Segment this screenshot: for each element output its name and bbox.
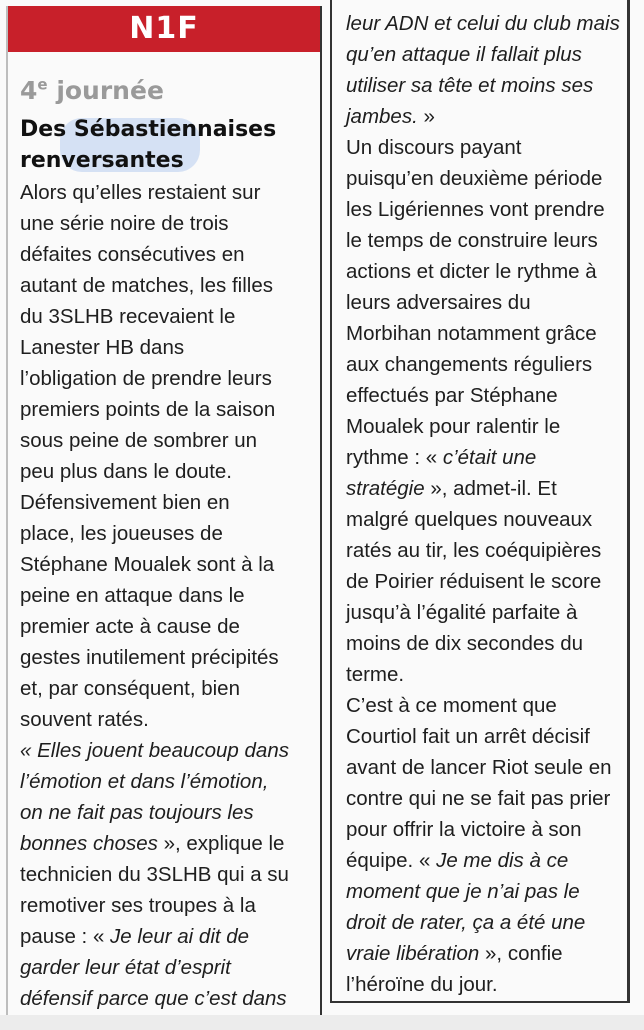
- body-text: technicien du 3SLHB qui a su: [20, 863, 289, 886]
- text-line: [20, 363, 320, 394]
- body-text: défaites consécutives en: [20, 243, 245, 266]
- text-line: [346, 256, 628, 287]
- text-line: [346, 287, 628, 318]
- text-line: [20, 673, 320, 704]
- text-line: [346, 938, 628, 969]
- quote-text: qu’en attaque il fallait plus: [346, 43, 582, 66]
- body-text: aux changements réguliers: [346, 353, 593, 376]
- body-text: »: [417, 105, 435, 128]
- body-text: puisqu’en deuxième période: [346, 167, 603, 190]
- bottom-margin: [0, 1015, 644, 1030]
- kicker-number: 4: [20, 76, 38, 105]
- body-text: l’obligation de prendre leurs: [20, 367, 272, 390]
- text-line: [20, 208, 320, 239]
- text-line: [346, 659, 628, 690]
- text-line: [346, 70, 628, 101]
- body-text: Stéphane Moualek sont à la: [20, 553, 275, 576]
- text-line: [346, 597, 628, 628]
- body-text: une série noire de trois: [20, 212, 229, 235]
- text-line: [346, 194, 628, 225]
- body-text: avant de lancer Riot seule en: [346, 756, 612, 779]
- left-column: [6, 6, 322, 1015]
- text-line: [346, 8, 628, 39]
- quote-text: Je me dis à ce: [436, 849, 569, 872]
- body-text: sous peine de sombrer un: [20, 429, 258, 452]
- body-text: les Ligériennes vont prendre: [346, 198, 605, 221]
- body-text: », explique le: [157, 832, 285, 855]
- headline-line-2: renversantes: [20, 148, 184, 173]
- body-text: Lanester HB dans: [20, 336, 185, 359]
- body-text: contre qui ne se fait pas prier: [346, 787, 611, 810]
- quote-text: c’était une: [442, 446, 537, 469]
- text-line: [20, 332, 320, 363]
- kicker-word: journée: [56, 76, 164, 105]
- body-text: actions et dicter le rythme à: [346, 260, 597, 283]
- text-line: [346, 907, 628, 938]
- text-line: [20, 611, 320, 642]
- text-line: [346, 969, 628, 1000]
- text-line: [346, 721, 628, 752]
- text-line: [20, 239, 320, 270]
- body-text: Morbihan notamment grâce: [346, 322, 597, 345]
- body-text: gestes inutilement précipités: [20, 646, 279, 669]
- body-text: le temps de construire leurs: [346, 229, 598, 252]
- text-line: [20, 704, 320, 735]
- text-line: [346, 318, 628, 349]
- body-text: remotiver ses troupes à la: [20, 894, 256, 917]
- article-body-left: [20, 177, 320, 1014]
- article-body-right: [346, 8, 628, 1000]
- quote-text: défensif parce que c’est dans: [20, 987, 287, 1010]
- text-line: [346, 783, 628, 814]
- headline-line-1: Des Sébastiennaises: [20, 117, 277, 142]
- text-line: [346, 814, 628, 845]
- text-line: [346, 473, 628, 504]
- body-text: rythme : «: [346, 446, 443, 469]
- text-line: [20, 549, 320, 580]
- kicker-ordinal: e: [37, 75, 48, 94]
- body-text: souvent ratés.: [20, 708, 149, 731]
- text-line: [346, 690, 628, 721]
- text-line: [20, 425, 320, 456]
- body-text: pour offrir la victoire à son: [346, 818, 582, 841]
- text-line: [346, 39, 628, 70]
- text-line: [346, 535, 628, 566]
- right-column: [330, 0, 630, 1003]
- text-line: [346, 225, 628, 256]
- body-text: et, par conséquent, bien: [20, 677, 240, 700]
- section-label: N1F: [129, 11, 199, 46]
- text-line: [20, 921, 320, 952]
- quote-text: on ne fait pas toujours les: [20, 801, 254, 824]
- text-line: [346, 101, 628, 132]
- quote-text: « Elles jouent beaucoup dans: [20, 739, 289, 762]
- text-line: [20, 828, 320, 859]
- quote-text: droit de rater, ça a été une: [346, 911, 586, 934]
- quote-text: utiliser sa tête et moins ses: [346, 74, 594, 97]
- quote-text: stratégie: [346, 477, 425, 500]
- body-text: Un discours payant: [346, 136, 522, 159]
- body-text: premiers points de la saison: [20, 398, 276, 421]
- text-line: [346, 132, 628, 163]
- text-line: [20, 518, 320, 549]
- body-text: équipe. «: [346, 849, 437, 872]
- text-line: [20, 177, 320, 208]
- body-text: malgré quelques nouveaux: [346, 508, 593, 531]
- body-text: C’est à ce moment que: [346, 694, 557, 717]
- body-text: Défensivement bien en: [20, 491, 230, 514]
- section-header: [8, 6, 320, 52]
- body-text: autant de matches, les filles: [20, 274, 273, 297]
- body-text: moins de dix secondes du: [346, 632, 584, 655]
- body-text: jusqu’à l’égalité parfaite à: [346, 601, 578, 624]
- text-line: [346, 566, 628, 597]
- body-text: », confie: [479, 942, 563, 965]
- body-text: de Poirier réduisent le score: [346, 570, 602, 593]
- text-line: [20, 487, 320, 518]
- body-text: leurs adversaires du: [346, 291, 531, 314]
- article-kicker: [20, 76, 164, 106]
- text-line: [346, 628, 628, 659]
- text-line: [346, 442, 628, 473]
- text-line: [346, 163, 628, 194]
- body-text: ratés au tir, les coéquipières: [346, 539, 602, 562]
- text-line: [20, 890, 320, 921]
- quote-text: l’émotion et dans l’émotion,: [20, 770, 269, 793]
- body-text: peine en attaque dans le: [20, 584, 245, 607]
- text-line: [346, 752, 628, 783]
- quote-text: jambes.: [346, 105, 418, 128]
- text-line: [20, 270, 320, 301]
- body-text: terme.: [346, 663, 405, 686]
- article-headline: [20, 114, 320, 176]
- text-line: [20, 301, 320, 332]
- text-line: [346, 411, 628, 442]
- quote-text: bonnes choses: [20, 832, 158, 855]
- quote-text: Je leur ai dit de: [110, 925, 250, 948]
- text-line: [20, 642, 320, 673]
- quote-text: moment que je n’ai pas le: [346, 880, 580, 903]
- body-text: Courtiol fait un arrêt décisif: [346, 725, 590, 748]
- text-line: [20, 952, 320, 983]
- body-text: du 3SLHB recevaient le: [20, 305, 236, 328]
- text-line: [20, 456, 320, 487]
- text-line: [346, 845, 628, 876]
- quote-text: vraie libération: [346, 942, 480, 965]
- body-text: peu plus dans le doute.: [20, 460, 232, 483]
- body-text: premier acte à cause de: [20, 615, 240, 638]
- text-line: [20, 766, 320, 797]
- text-line: [346, 380, 628, 411]
- text-line: [20, 983, 320, 1014]
- body-text: l’héroïne du jour.: [346, 973, 498, 996]
- body-text: Moualek pour ralentir le: [346, 415, 561, 438]
- text-line: [20, 735, 320, 766]
- body-text: effectués par Stéphane: [346, 384, 558, 407]
- quote-text: leur ADN et celui du club mais: [346, 12, 620, 35]
- text-line: [346, 349, 628, 380]
- text-line: [20, 580, 320, 611]
- quote-text: garder leur état d’esprit: [20, 956, 231, 979]
- body-text: place, les joueuses de: [20, 522, 223, 545]
- text-line: [346, 504, 628, 535]
- text-line: [20, 859, 320, 890]
- body-text: pause : «: [20, 925, 111, 948]
- text-line: [20, 797, 320, 828]
- body-text: Alors qu’elles restaient sur: [20, 181, 261, 204]
- text-line: [20, 394, 320, 425]
- body-text: », admet-il. Et: [424, 477, 557, 500]
- text-line: [346, 876, 628, 907]
